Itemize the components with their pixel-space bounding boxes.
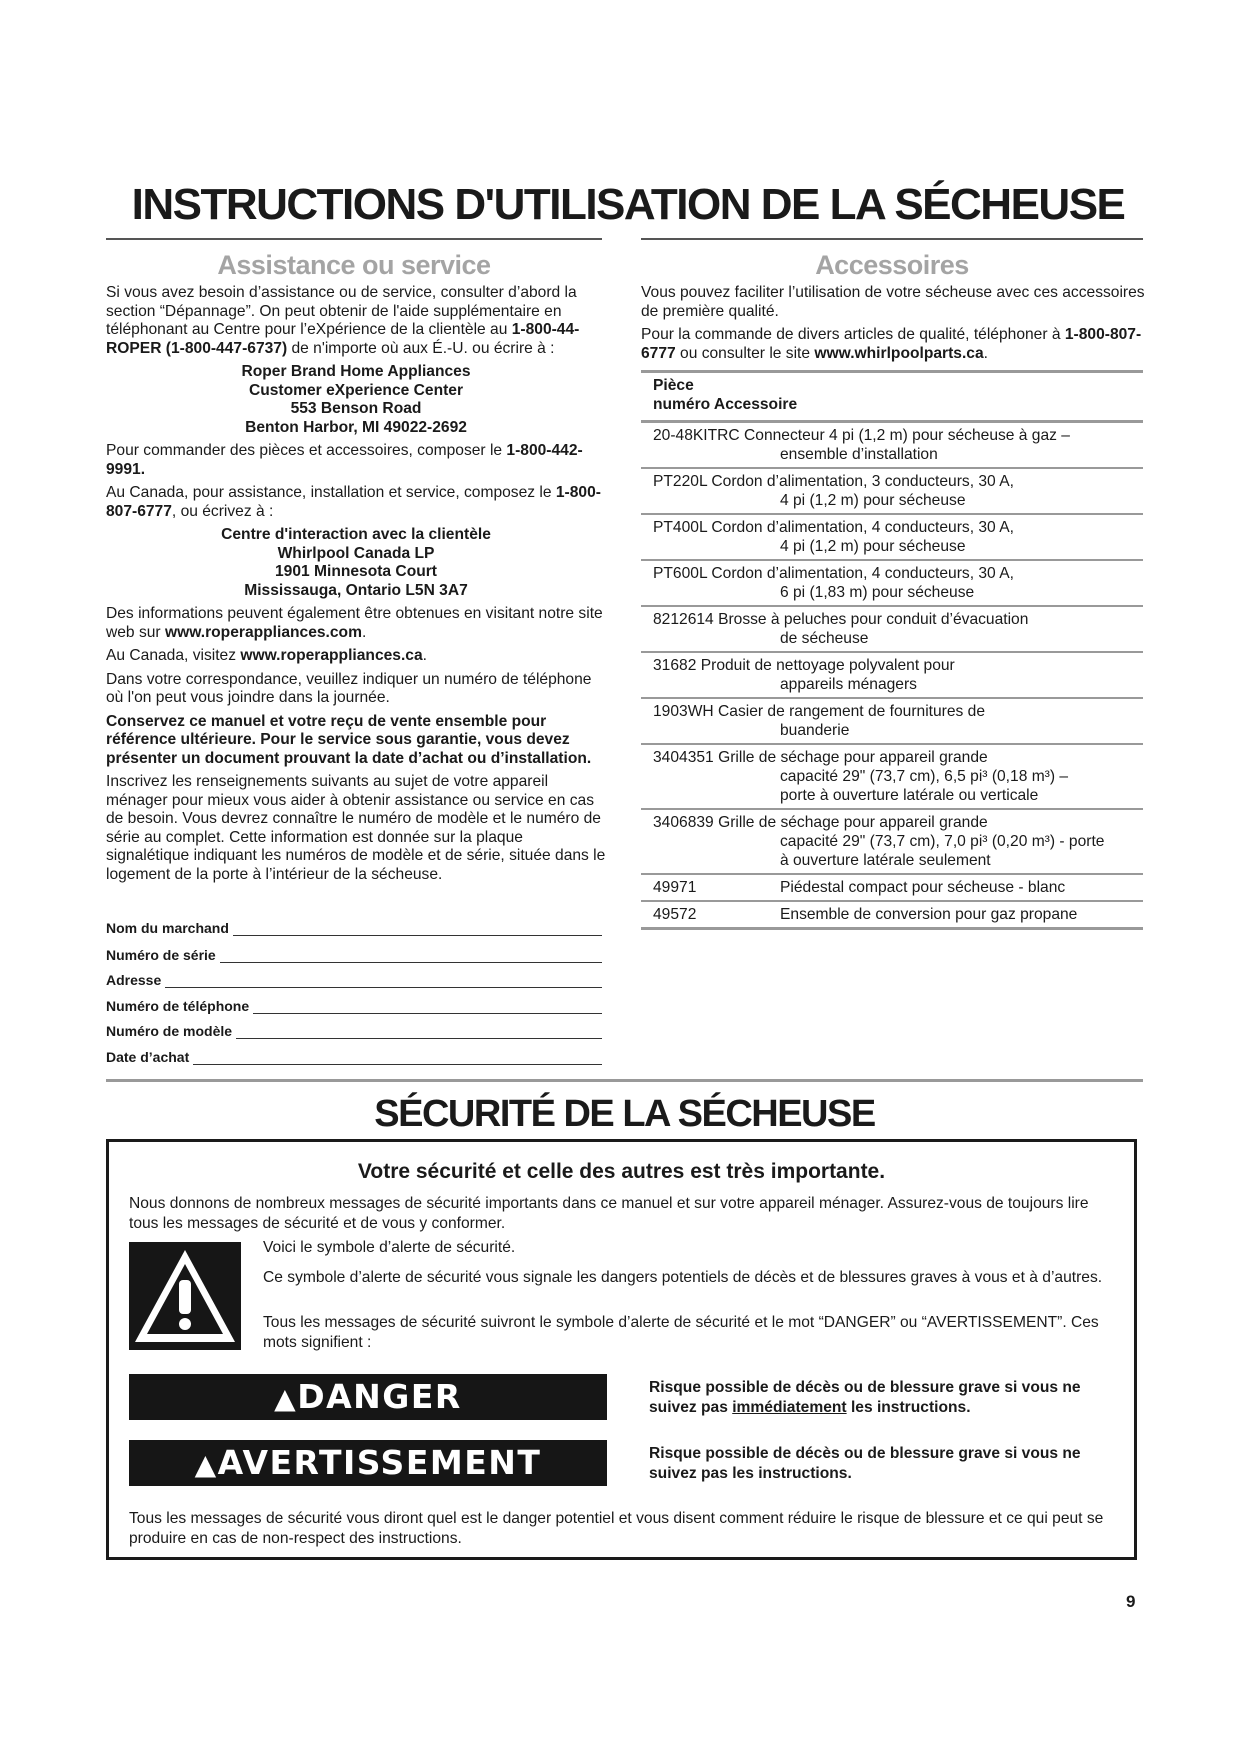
page-title: INSTRUCTIONS D'UTILISATION DE LA SÉCHEUSE — [131, 180, 1125, 229]
safety-messages-desc: Tous les messages de sécurité suivront le symbole d’alerte de sécurité et le mot “DANGER” ou “AVERTISSEMENT”. Ces mots signifient : — [263, 1314, 1099, 1351]
warning-banner: ▲AVERTISSEMENT — [129, 1440, 607, 1486]
table-row: PT220L Cordon d’alimentation, 3 conducteurs, 30 A, 4 pi (1,2 m) pour sécheuse — [641, 469, 1143, 515]
table-row: 8212614 Brosse à peluches pour conduit d’évacuation de sécheuse — [641, 607, 1143, 653]
assistance-p8: Inscrivez les renseignements suivants au sujet de votre appareil ménager pour mieux vous aider à obtenir assistance ou service en cas de besoin. Vous devrez connaître le numéro de modèle et le numéro de série au complet. Cette information est donnée sur la plaque signalétique indiquant les numéros de modèle et de série, située dans le logement de la porte à l’intérieur de la sécheuse. — [106, 773, 606, 883]
us-address: Roper Brand Home Appliances Customer eXperience Center 553 Benson Road Benton Harbor, MI 49022-2692 — [241, 363, 471, 436]
table-row: 20-48KITRC Connecteur 4 pi (1,2 m) pour sécheuse à gaz – ensemble d’installation — [641, 423, 1143, 469]
alert-symbol-icon: ▲ — [274, 1382, 298, 1415]
assistance-p6: Dans votre correspondance, veuillez indiquer un numéro de téléphone où l'on peut vous joindre dans la journée. — [106, 670, 592, 706]
table-row: 3406839 Grille de séchage pour appareil grande capacité 29" (73,7 cm), 7,0 pi³ (0,20 m³) - porte à ouverture latérale seulement — [641, 810, 1143, 875]
warning-description: Risque possible de décès ou de blessure grave si vous ne suivez pas les instructions. — [649, 1445, 1081, 1482]
assistance-p1: Si vous avez besoin d’assistance ou de service, consulter d’abord la section “Dépannage”. On peut obtenir de l'aide supplémentaire en téléphonant au Centre pour l’eXpérience de la clientèle au 1-800-44-ROPER (1-800-447-6737) de n'importe où aux É.-U. ou écrire à : — [106, 284, 580, 357]
accessories-p1: Vous pouvez faciliter l’utilisation de votre sécheuse avec ces accessoires de première qualité. — [641, 284, 1145, 320]
phone-roper: 1-800-44-ROPER (1-800-447-6737) — [106, 321, 580, 357]
form-model-number[interactable]: Numéro de modèle — [106, 1023, 602, 1039]
accessories-table — [641, 370, 1143, 930]
form-phone-number[interactable]: Numéro de téléphone — [106, 998, 602, 1014]
safety-box — [106, 1139, 1137, 1560]
form-dealer-name[interactable]: Nom du marchand — [106, 920, 602, 936]
table-row: 3404351 Grille de séchage pour appareil grande capacité 29" (73,7 cm), 6,5 pi³ (0,18 m³) – porte à ouverture latérale ou verticale — [641, 745, 1143, 810]
page-number: 9 — [1126, 1592, 1136, 1611]
table-row: PT400L Cordon d’alimentation, 4 conducteurs, 30 A, 4 pi (1,2 m) pour sécheuse — [641, 515, 1143, 561]
assistance-p4: Des informations peuvent également être obtenues en visitant notre site web sur www.roperappliances.com. — [106, 605, 603, 641]
safety-intro: Nous donnons de nombreux messages de sécurité importants dans ce manuel et sur votre appareil ménager. Assurez-vous de toujours lire tous les messages de sécurité et de vous y conformer. — [129, 1195, 1089, 1232]
assistance-p5: Au Canada, visitez www.roperappliances.ca. — [106, 647, 427, 664]
ca-address: Centre d'interaction avec la clientèle Whirlpool Canada LP 1901 Minnesota Court Mississauga, Ontario L5N 3A7 — [221, 526, 491, 599]
left-column-rule — [106, 238, 602, 240]
danger-description: Risque possible de décès ou de blessure grave si vous ne suivez pas immédiatement les instructions. — [649, 1379, 1081, 1416]
assistance-heading: Assistance ou service — [217, 250, 491, 280]
form-address[interactable]: Adresse — [106, 972, 602, 988]
accessories-intro — [641, 284, 1146, 368]
table-row: PT600L Cordon d’alimentation, 4 conducteurs, 30 A, 6 pi (1,83 m) pour sécheuse — [641, 561, 1143, 607]
alert-symbol-icon: ▲ — [194, 1448, 218, 1481]
link-roper-com[interactable]: www.roperappliances.com — [164, 623, 362, 641]
assistance-p2: Pour commander des pièces et accessoires, composer le 1-800-442-9991. — [106, 442, 583, 478]
safety-rule — [106, 1079, 1143, 1082]
accessories-table-header: Pièce numéro Accessoire — [641, 370, 1143, 423]
table-row: 31682 Produit de nettoyage polyvalent pour appareils ménagers — [641, 653, 1143, 699]
warning-triangle-icon — [129, 1242, 241, 1350]
assistance-p3: Au Canada, pour assistance, installation et service, composez le 1-800-807-6777, ou écrivez à : — [106, 484, 601, 520]
safety-symbol-line: Voici le symbole d’alerte de sécurité. — [263, 1239, 516, 1256]
phone-accessories: 1-800-807-6777 — [641, 326, 1142, 362]
link-whirlpoolparts[interactable]: www.whirlpoolparts.ca — [814, 344, 984, 362]
assistance-p7: Conservez ce manuel et votre reçu de vente ensemble pour référence ultérieure. Pour le service sous garantie, vous devez présenter un document prouvant la date d’achat ou d’installation. — [106, 712, 592, 767]
accessories-heading: Accessoires — [815, 250, 969, 280]
table-row: 49971 Piédestal compact pour sécheuse - blanc — [641, 875, 1143, 902]
accessories-p2: Pour la commande de divers articles de qualité, téléphoner à 1-800-807-6777 ou consulter le site www.whirlpoolparts.ca. — [641, 326, 1142, 362]
link-roper-ca[interactable]: www.roperappliances.ca — [240, 647, 423, 664]
danger-banner: ▲DANGER — [129, 1374, 607, 1420]
phone-canada: 1-800-807-6777 — [106, 484, 601, 520]
table-row: 49572 Ensemble de conversion pour gaz propane — [641, 902, 1143, 930]
safety-title: SÉCURITÉ DE LA SÉCHEUSE — [374, 1093, 875, 1135]
safety-footer: Tous les messages de sécurité vous diront quel est le danger potentiel et vous disent comment réduire le risque de blessure et ce qui peut se produire en cas de non-respect des instructions. — [129, 1510, 1104, 1547]
table-row: 1903WH Casier de rangement de fournitures de buanderie — [641, 699, 1143, 745]
safety-symbol-desc: Ce symbole d’alerte de sécurité vous signale les dangers potentiels de décès et de blessures graves à vous et à d’autres. — [263, 1269, 1103, 1286]
safety-box-title: Votre sécurité et celle des autres est très importante. — [357, 1160, 886, 1183]
form-serial-number[interactable]: Numéro de série — [106, 947, 602, 963]
right-column-rule — [641, 238, 1143, 240]
assistance-column — [106, 284, 606, 889]
form-purchase-date[interactable]: Date d’achat — [106, 1049, 602, 1065]
phone-parts: 1-800-442-9991. — [106, 442, 583, 478]
